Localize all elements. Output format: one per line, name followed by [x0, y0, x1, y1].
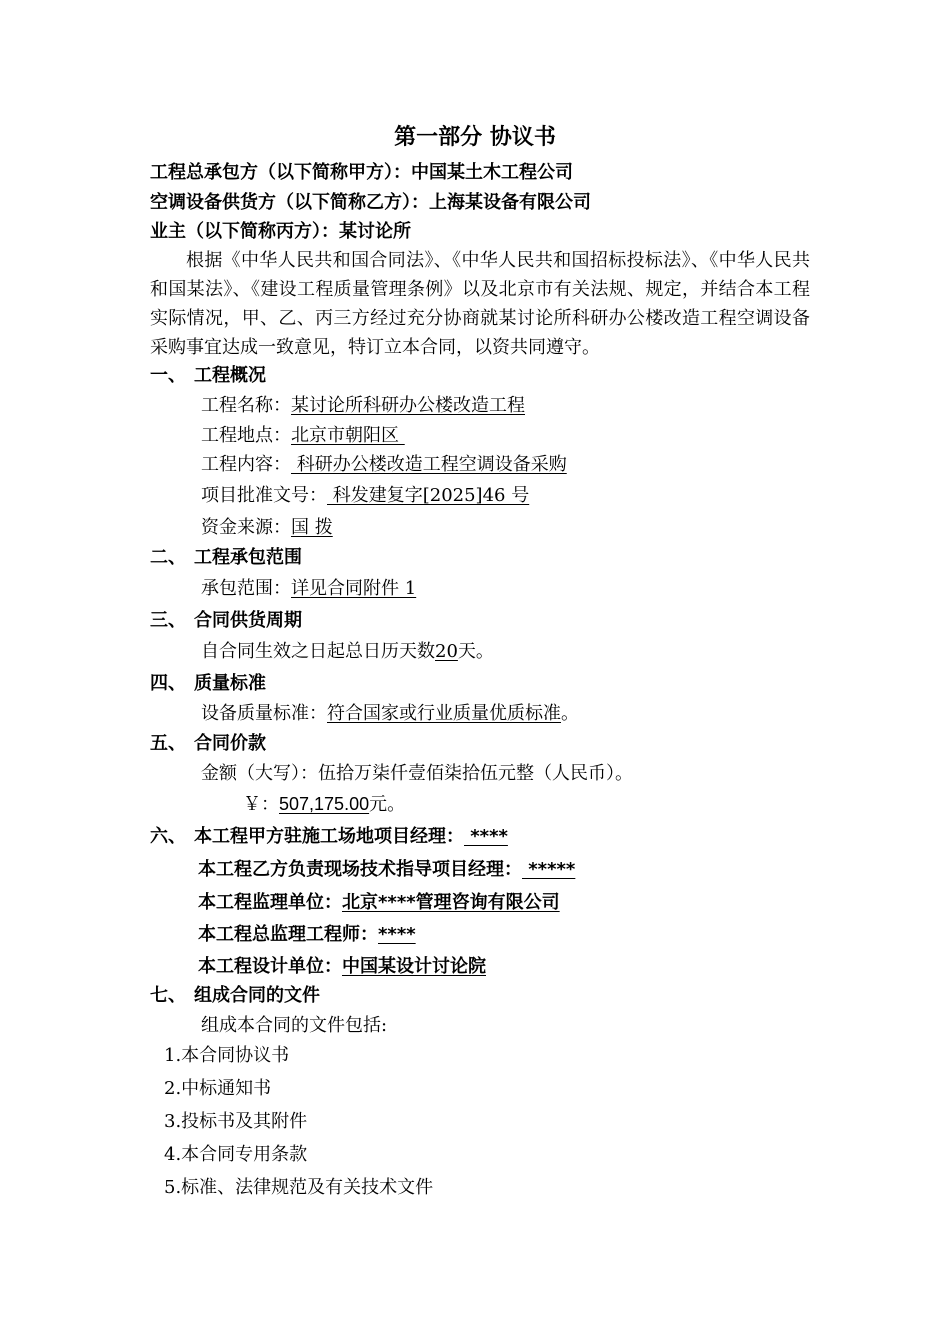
list-item: 5.标准、法律规范及有关技术文件 [164, 1177, 434, 1198]
party-a-label: 工程总承包方（以下简称甲方）： [150, 162, 411, 183]
section-2-title: 工程承包范围 [194, 547, 302, 568]
section-4-heading [150, 672, 266, 696]
amount-figures-line [243, 792, 405, 817]
party-b-label: 空调设备供货方（以下简称乙方）： [150, 192, 429, 213]
list-item: 2.中标通知书 [164, 1078, 272, 1099]
period-line [201, 640, 494, 664]
tech-manager-label: 本工程乙方负责现场技术指导项目经理： [198, 859, 522, 880]
project-content-value: 科研办公楼改造工程空调设备采购 [291, 454, 567, 475]
tech-manager-value: ***** [522, 859, 576, 880]
fund-line [201, 516, 333, 540]
project-site-line [201, 424, 405, 448]
project-content-label: 工程内容： [201, 454, 291, 475]
party-b-line [150, 191, 591, 215]
tech-manager-line [198, 858, 575, 882]
section-5-title: 合同价款 [194, 733, 266, 754]
section-1-title: 工程概况 [194, 365, 266, 386]
section-2-number: 二、 [150, 547, 186, 568]
approval-value: 科发建复字[2025]46 号 [327, 485, 530, 506]
amount-label: 金额（大写）： [201, 763, 318, 784]
quality-line [201, 702, 579, 726]
party-c-label: 业主（以下简称丙方）： [150, 221, 339, 242]
section-5-number: 五、 [150, 733, 186, 754]
project-name-value: 某讨论所科研办公楼改造工程 [291, 395, 525, 416]
section-7-heading [150, 984, 320, 1008]
period-text-after: 天。 [457, 641, 494, 662]
section-7-title: 组成合同的文件 [194, 985, 320, 1006]
project-site-label: 工程地点： [201, 425, 291, 446]
approval-label: 项目批准文号： [201, 485, 327, 506]
pm-label: 本工程甲方驻施工场地项目经理： [194, 826, 464, 847]
amount-words-line [201, 762, 633, 786]
section-5-heading [150, 732, 266, 756]
party-b-value: 上海某设备有限公司 [429, 192, 591, 213]
design-unit-value: 中国某设计讨论院 [342, 956, 486, 977]
period-text-before: 自合同生效之日起总日历天数 [201, 641, 435, 662]
chief-engineer-line [198, 923, 416, 947]
supervisor-value: 北京****管理咨询有限公司 [342, 892, 560, 913]
quality-label: 设备质量标准： [201, 703, 327, 724]
amount-words: 伍拾万柒仟壹佰柒拾伍元整（人民币）。 [318, 763, 633, 784]
section-4-title: 质量标准 [194, 673, 266, 694]
list-item: 1.本合同协议书 [164, 1045, 290, 1066]
yen-unit: 元。 [369, 794, 406, 815]
pm-value: **** [464, 826, 508, 847]
fund-label: 资金来源： [201, 517, 291, 538]
quality-tail: 。 [561, 703, 579, 724]
party-a-line [150, 161, 573, 185]
project-site-value: 北京市朝阳区 [291, 425, 405, 446]
section-3-number: 三、 [150, 610, 186, 631]
section-1-number: 一、 [150, 365, 186, 386]
party-c-value: 某讨论所 [339, 221, 411, 242]
quality-value: 符合国家或行业质量优质标准 [327, 703, 561, 724]
section-1-heading [150, 364, 266, 388]
approval-line [201, 484, 529, 508]
party-c-line [150, 220, 411, 244]
yen-label: ￥： [243, 794, 279, 815]
section-7-number: 七、 [150, 985, 186, 1006]
scope-label: 承包范围： [201, 578, 291, 599]
list-item: 3.投标书及其附件 [164, 1111, 308, 1132]
intro-paragraph: 根据《中华人民共和国合同法》、《中华人民共和国招标投标法》、《中华人民共和国某法》、《建设工程质量管理条例》以及北京市有关法规、规定，并结合本工程实际情况，甲、乙、丙三方经过充分协商就某讨论所科研办公楼改造工程空调设备采购事宜达成一致意见，特订立本合同，以资共同遵守。 [150, 250, 810, 358]
project-name-label: 工程名称： [201, 395, 291, 416]
design-unit-line [198, 955, 486, 979]
page-title: 第一部分 协议书 [394, 125, 556, 150]
chief-engineer-label: 本工程总监理工程师： [198, 924, 378, 945]
party-a-value: 中国某土木工程公司 [411, 162, 573, 183]
fund-value: 国 拨 [291, 517, 333, 538]
section-6-number: 六、 [150, 826, 186, 847]
documents-lead: 组成本合同的文件包括: [201, 1015, 388, 1036]
supervisor-label: 本工程监理单位： [198, 892, 342, 913]
section-2-heading [150, 546, 302, 570]
project-content-line [201, 453, 567, 477]
list-item: 4.本合同专用条款 [164, 1144, 308, 1165]
period-days: 20 [435, 641, 458, 662]
yen-value: 507,175.00 [279, 794, 370, 814]
design-unit-label: 本工程设计单位： [198, 956, 342, 977]
chief-engineer-value: **** [378, 924, 416, 945]
section-3-title: 合同供货周期 [194, 610, 302, 631]
section-6-pm-line [150, 825, 508, 849]
scope-line [201, 577, 416, 601]
section-3-heading [150, 609, 302, 633]
supervisor-line [198, 891, 560, 915]
scope-value: 详见合同附件 1 [291, 578, 417, 599]
project-name-line [201, 394, 525, 418]
section-4-number: 四、 [150, 673, 186, 694]
